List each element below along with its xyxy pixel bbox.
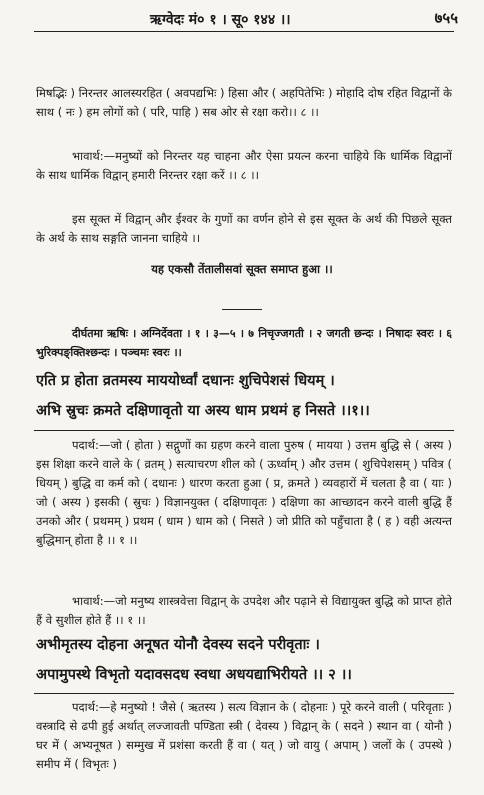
- padartha-verse-1: पदार्थ:—जो ( होता ) सद्गुणों का ग्रहण करने वाला पुरुष ( मायया ) उत्तम बुद्धि से ( अस्य ) इस शिक्षा करने वाले के ( व्रतम् ) सत्याचरण शील को ( ऊर्ध्वाम् ) और उत्तम ( शुचिपेशसम् ) पवित्र ( धियम् ) बुद्धि वा कर्म को ( दधानः ) धारण करता हुआ ( प्र, क्रमते ) व्यवहारों में चलता है वा ( याः ) जो ( अस्य ) इसकी ( स्रुचः ) विज्ञानयुक्त ( दक्षिणावृतः ) दक्षिणा का आच्छादन करने वाली बुद्धि हैं उनको और ( प्रथमम् ) प्रथम ( धाम ) धाम को ( निसते ) जो प्रीति को पहुँचाता है ( ह ) वही अत्यन्त बुद्धिमान् होता है ।। १ ।।: [36, 438, 452, 547]
- verse-1-line-2: अभि स्रुचः क्रमते दक्षिणावृतो या अस्य धाम प्रथमं ह निसते ।।१।।: [36, 403, 370, 419]
- header-rule: [34, 31, 454, 32]
- page-header: [0, 8, 484, 30]
- verse-2-line-2: अपामुपस्थे विभृतो यदावसदध स्वधा अधयद्याभिरीयते ।। २ ।।: [36, 667, 352, 683]
- running-title: ऋग्वेदः मं० १ । सू० १४४ ।।: [150, 12, 291, 28]
- verse-1-line-1: एति प्र होता व्रतमस्य माययोर्ध्वां दधानः शुचिपेशसं धियम् ।: [36, 373, 335, 389]
- verse-2-line-1: अभीमृतस्य दोहना अनूषत योनौ देवस्य सदने परीवृताः ।: [36, 637, 320, 653]
- verse-rule-2: [34, 693, 454, 694]
- section-divider: [222, 309, 262, 310]
- bhavartha-paragraph: भावार्थ:—मनुष्यों को निरन्तर यह चाहना और ऐसा प्रयत्न करना चाहिये कि धार्मिक विद्वानों के साथ धार्मिक विद्वान् हमारी निरन्तर रक्षा करें ।। ८ ।।: [36, 149, 452, 182]
- rishi-devata-meta: दीर्घतमा ऋषिः । अग्निर्देवता । १ । ३—५ । ७ निचृज्जगती । २ जगती छन्दः । निषादः स्वरः । ६ भुरिक्पङ्क्तिश्छन्दः । पञ्चमः स्वरः ।।: [36, 327, 452, 359]
- page-number: ७५५: [434, 9, 458, 27]
- commentary-continued: मिषद्भिः ) निरन्तर आलस्यरहित ( अवपद्यभिः ) हिसा और ( अहपितेभिः ) मोहादि दोष रहित विद्वानों के साथ ( नः ) हम लोगों को ( परि, पाहि ) सब ओर से रक्षा करो।। ८ ।।: [36, 86, 452, 119]
- bhavartha-verse-1: भावार्थ:—जो मनुष्य शास्त्रवेत्ता विद्वान् के उपदेश और पढ़ाने से विद्यायुक्त बुद्धि को प्राप्त होते हैं वे सुशील होते हैं ।। १ ।।: [36, 594, 452, 627]
- padartha-verse-2: पदार्थ:—हे मनुष्यो ! जैसे ( ऋतस्य ) सत्य विज्ञान के ( दोहनाः ) पूरे करने वाली ( परिवृताः ) वस्त्रादि से ढपी हुई अर्थात् लज्जावती पण्डिता स्त्री ( देवस्य ) विद्वान् के ( सदने ) स्थान वा ( योनौ ) घर में ( अभ्यनूषत ) सम्मुख में प्रशंसा करती हैं वा ( यत् ) जो वायु ( अपाम् ) जलों के ( उपस्थे ) समीप में ( विभृतः ): [36, 700, 452, 771]
- sukta-summary: इस सूक्त में विद्वान् और ईश्वर के गुणों का वर्णन होने से इस सूक्त के अर्थ की पिछले सूक्त के अर्थ के साथ सङ्गति जानना चाहिये ।।: [36, 212, 452, 245]
- verse-rule-1: [34, 430, 454, 431]
- sukta-end-note: यह एकसौ तेंतालीसवां सूक्त समाप्त हुआ ।।: [151, 262, 333, 276]
